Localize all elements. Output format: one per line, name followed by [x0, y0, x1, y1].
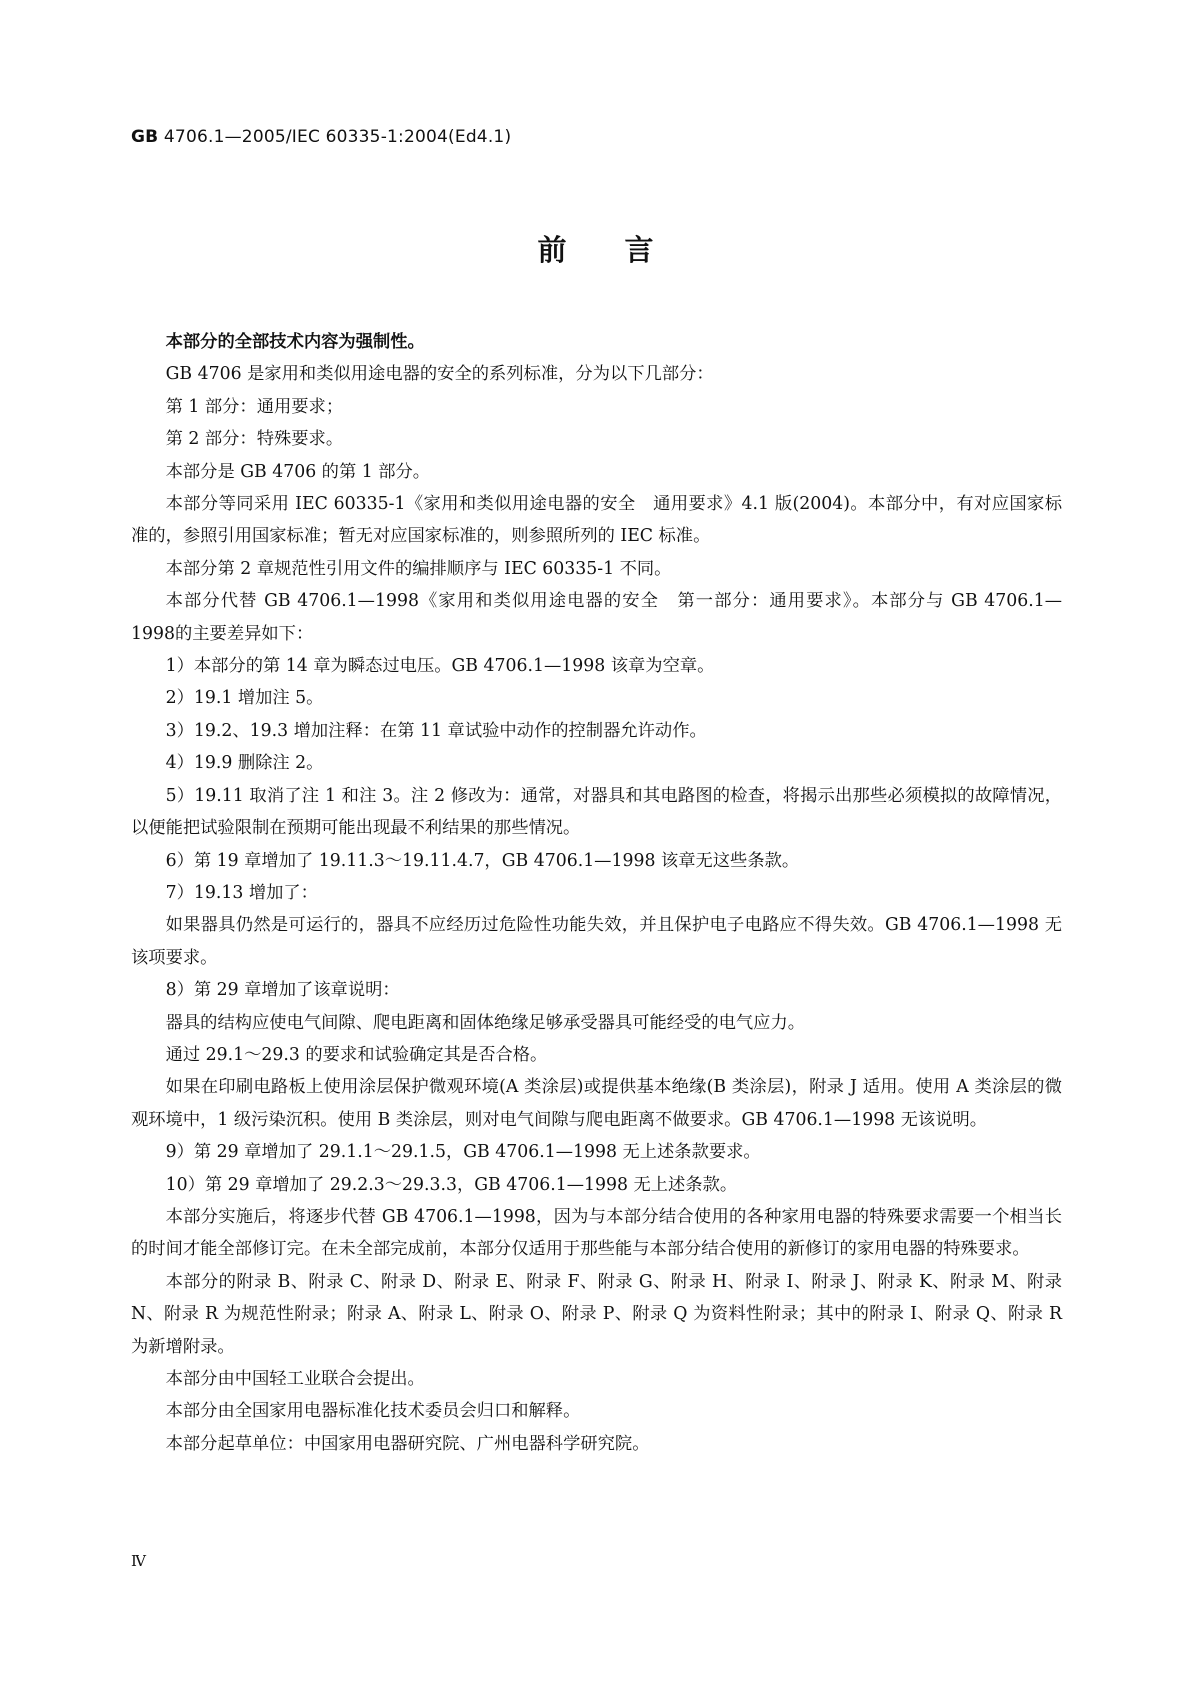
list-item: 10）第 29 章增加了 29.2.3～29.3.3，GB 4706.1—1998 无上述条款。	[165, 1174, 738, 1195]
paragraph: 如果在印刷电路板上使用涂层保护微观环境(A 类涂层)或提供基本绝缘(B 类涂层)，附录 J 适用。使用 A 类涂层的微观环境中，1 级污染沉积。使用 B 类涂层，则对电气间隙与爬电距离不做要求。GB 4706.1—1998 无该说明。	[131, 1077, 1062, 1130]
paragraph: 本部分由中国轻工业联合会提出。	[165, 1369, 425, 1389]
list-item: 8）第 29 章增加了该章说明：	[165, 980, 400, 1001]
paragraph: 本部分代替 GB 4706.1—1998《家用和类似用途电器的安全 第一部分：通用要求》。本部分与 GB 4706.1—1998的主要差异如下：	[131, 591, 1062, 644]
paragraph-mandatory-statement: 本部分的全部技术内容为强制性。	[165, 332, 425, 352]
paragraph: 本部分起草单位：中国家用电器研究院、广州电器科学研究院。	[165, 1433, 650, 1454]
paragraph: GB 4706 是家用和类似用途电器的安全的系列标准，分为以下几部分：	[165, 364, 714, 385]
standard-code-header	[131, 127, 511, 147]
page-title: 前 言	[537, 233, 654, 267]
paragraph: 如果器具仍然是可运行的，器具不应经历过危险性功能失效，并且保护电子电路应不得失效。GB 4706.1—1998 无该项要求。	[131, 915, 1062, 968]
list-item: 9）第 29 章增加了 29.1.1～29.1.5，GB 4706.1—1998 无上述条款要求。	[165, 1142, 761, 1163]
standard-code-number: 4706.1—2005/IEC 60335-1:2004(Ed4.1)	[158, 127, 512, 147]
list-item: 7）19.13 增加了：	[165, 882, 318, 903]
paragraph: 器具的结构应使电气间隙、爬电距离和固体绝缘足够承受器具可能经受的电气应力。	[165, 1012, 806, 1033]
list-item: 5）19.11 取消了注 1 和注 3。注 2 修改为：通常，对器具和其电路图的检查，将揭示出那些必须模拟的故障情况，以便能把试验限制在预期可能出现最不利结果的那些情况。	[131, 785, 1062, 839]
paragraph: 本部分的附录 B、附录 C、附录 D、附录 E、附录 F、附录 G、附录 H、附录 I、附录 J、附录 K、附录 M、附录 N、附录 R 为规范性附录；附录 A、附录 L、附录 O、附录 P、附录 Q 为资料性附录；其中的附录 I、附录 Q、附录 R 为新增附录。	[131, 1271, 1062, 1357]
paragraph: 本部分由全国家用电器标准化技术委员会归口和解释。	[165, 1401, 581, 1422]
list-item: 3）19.2、19.3 增加注释：在第 11 章试验中动作的控制器允许动作。	[165, 720, 707, 741]
paragraph: 第 2 部分：特殊要求。	[165, 429, 344, 450]
list-item: 4）19.9 删除注 2。	[165, 753, 324, 774]
list-item: 6）第 19 章增加了 19.11.3～19.11.4.7，GB 4706.1—1998 该章无这些条款。	[165, 850, 800, 871]
paragraph: 本部分实施后，将逐步代替 GB 4706.1—1998，因为与本部分结合使用的各种家用电器的特殊要求需要一个相当长的时间才能全部修订完。在未全部完成前，本部分仅适用于那些能与本部分结合使用的新修订的家用电器的特殊要求。	[131, 1206, 1062, 1260]
page-number: Ⅳ	[131, 1552, 146, 1570]
paragraph: 本部分第 2 章规范性引用文件的编排顺序与 IEC 60335-1 不同。	[165, 558, 672, 579]
paragraph: 通过 29.1～29.3 的要求和试验确定其是否合格。	[165, 1044, 548, 1065]
standard-code-prefix: GB	[131, 127, 159, 147]
list-item: 2）19.1 增加注 5。	[165, 688, 324, 709]
paragraph: 第 1 部分：通用要求；	[165, 396, 344, 417]
paragraph: 本部分等同采用 IEC 60335-1《家用和类似用途电器的安全 通用要求》4.1 版(2004)。本部分中，有对应国家标准的，参照引用国家标准；暂无对应国家标准的，则参照所列的 IEC 标准。	[131, 494, 1062, 547]
paragraph: 本部分是 GB 4706 的第 1 部分。	[165, 461, 431, 482]
list-item: 1）本部分的第 14 章为瞬态过电压。GB 4706.1—1998 该章为空章。	[165, 656, 715, 677]
foreword-body	[131, 326, 1062, 1460]
